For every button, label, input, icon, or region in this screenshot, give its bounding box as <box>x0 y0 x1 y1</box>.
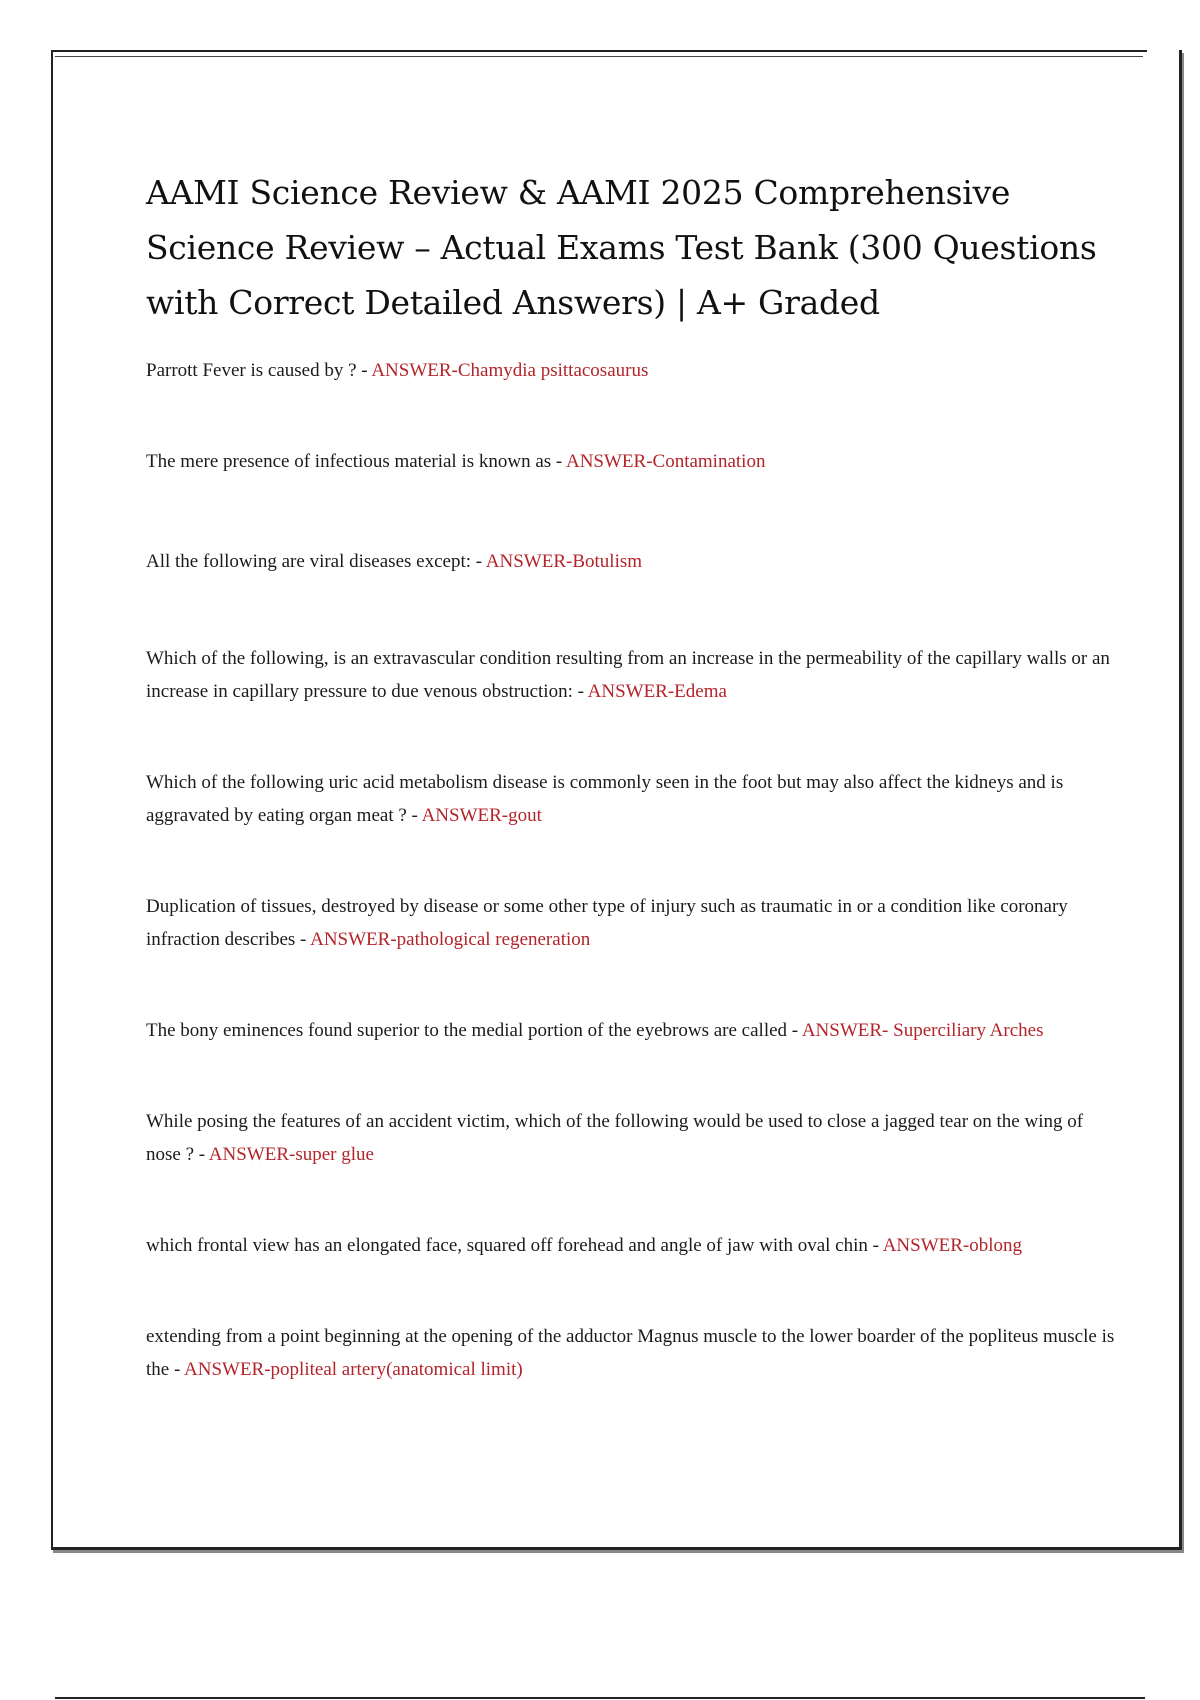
answer-text: ANSWER-Chamydia psittacosaurus <box>371 360 649 381</box>
answer-text: ANSWER-oblong <box>882 1235 1023 1256</box>
qa-item <box>146 445 1116 478</box>
answer-text: ANSWER-Botulism <box>485 551 643 572</box>
question-text: Parrott Fever is caused by ? - <box>146 360 372 381</box>
answer-text: ANSWER-Edema <box>587 681 727 702</box>
qa-item <box>146 1229 1116 1262</box>
qa-item <box>146 354 1116 387</box>
question-text: Duplication of tissues, destroyed by disease or some other type of injury such as traumatic in or a condition like coronary infraction describes - <box>146 896 1068 950</box>
answer-text: ANSWER- Superciliary Arches <box>801 1020 1044 1041</box>
qa-item <box>146 1105 1116 1171</box>
answer-text: ANSWER-gout <box>421 805 542 826</box>
next-page-top-rule <box>55 1697 1145 1699</box>
qa-item <box>146 890 1116 956</box>
qa-item <box>146 1320 1116 1386</box>
qa-item <box>146 545 1116 578</box>
page-content <box>146 165 1116 1386</box>
question-text: While posing the features of an accident victim, which of the following would be used to close a jagged tear on the wing of nose ? - <box>146 1111 1084 1165</box>
answer-text: ANSWER-Contamination <box>565 451 766 472</box>
answer-text: ANSWER-super glue <box>208 1144 374 1165</box>
question-text: All the following are viral diseases except: - <box>146 551 486 572</box>
document-title: AAMI Science Review & AAMI 2025 Comprehensive Science Review – Actual Exams Test Bank (300 Questions with Correct Detailed Answers) | A+ Graded <box>146 173 1097 322</box>
answer-text: ANSWER-popliteal artery(anatomical limit) <box>184 1359 523 1380</box>
qa-item <box>146 1014 1116 1047</box>
qa-list <box>146 354 1116 1386</box>
question-text: which frontal view has an elongated face, squared off forehead and angle of jaw with oval chin - <box>146 1235 883 1256</box>
question-text: Which of the following uric acid metabolism disease is commonly seen in the foot but may also affect the kidneys and is aggravated by eating organ meat ? - <box>146 772 1064 826</box>
question-text: The bony eminences found superior to the medial portion of the eyebrows are called - <box>146 1020 802 1041</box>
question-text: The mere presence of infectious material is known as - <box>146 451 566 472</box>
question-text: Which of the following, is an extravascular condition resulting from an increase in the permeability of the capillary walls or an increase in capillary pressure to due venous obstruction: - <box>146 648 1110 702</box>
question-text: extending from a point beginning at the opening of the adductor Magnus muscle to the lower boarder of the popliteus muscle is the - <box>146 1326 1115 1380</box>
qa-item <box>146 766 1116 832</box>
qa-item <box>146 642 1116 708</box>
answer-text: ANSWER-pathological regeneration <box>310 929 591 950</box>
